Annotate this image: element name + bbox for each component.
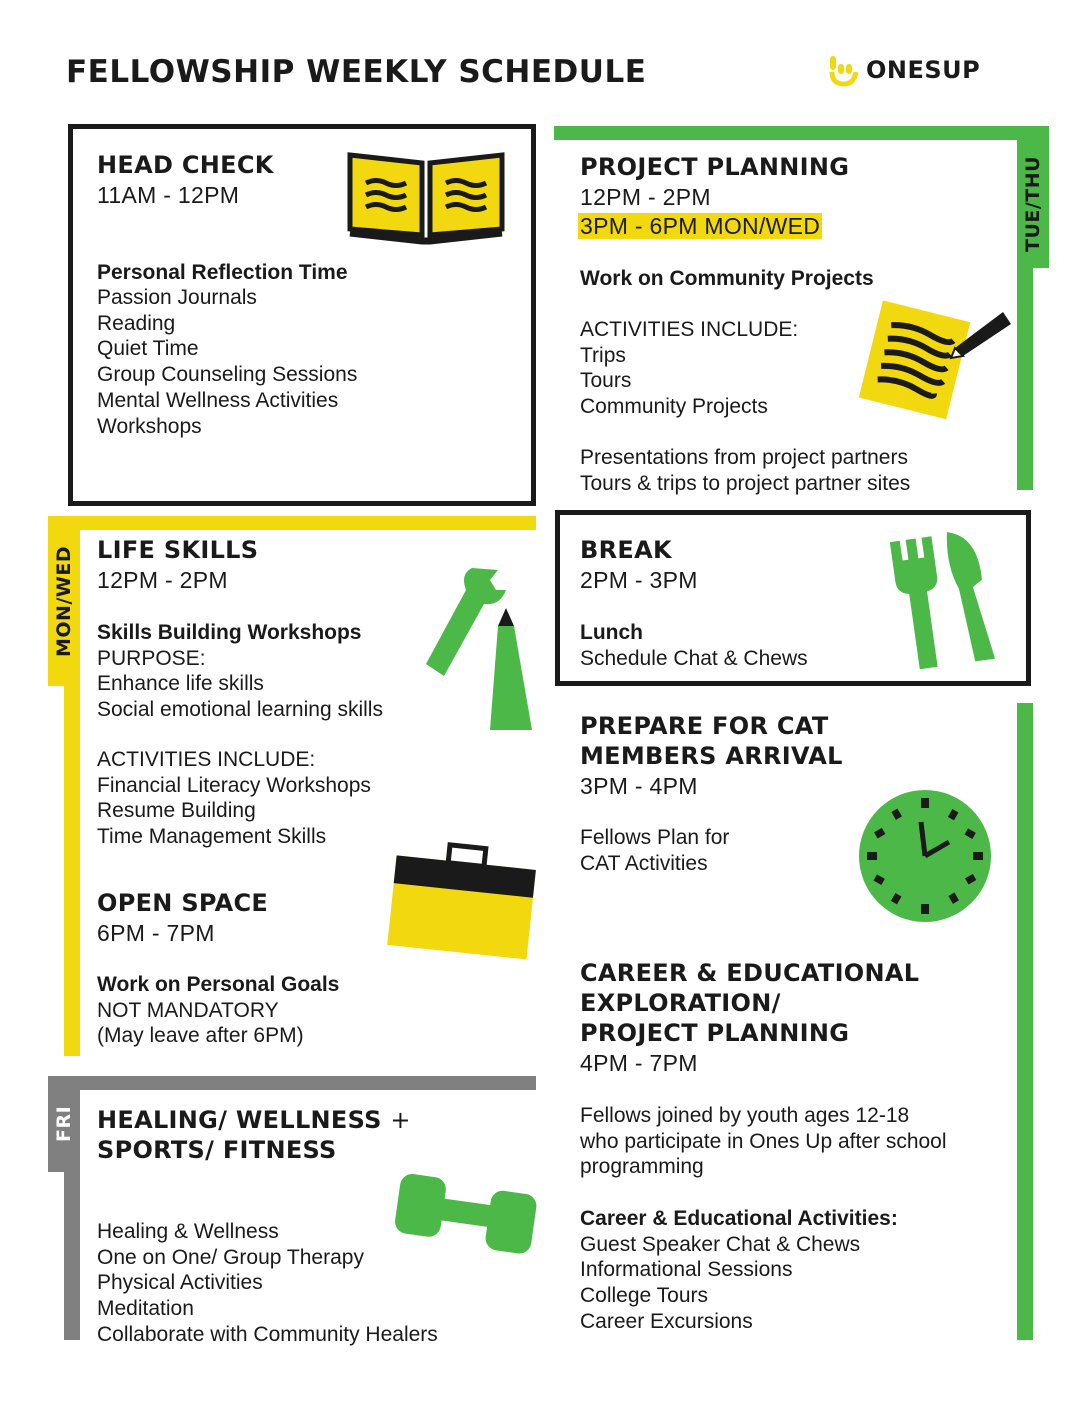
list-item: Tours xyxy=(580,369,632,393)
activities-label: ACTIVITIES INCLUDE: xyxy=(97,748,316,771)
dumbbell-icon xyxy=(392,1172,542,1267)
hand-sign-icon xyxy=(828,52,860,88)
list-item: Guest Speaker Chat & Chews xyxy=(580,1232,861,1256)
prepare-title xyxy=(580,711,843,771)
break-title: BREAK xyxy=(580,536,672,564)
desc-line: Fellows joined by youth ages 12-18 xyxy=(580,1104,910,1127)
tue-thu-tag: TUE/THU xyxy=(1017,140,1049,268)
career-list xyxy=(580,1206,898,1335)
healing-title xyxy=(97,1105,411,1165)
head-check-title: HEAD CHECK xyxy=(97,151,274,179)
list-item: Passion Journals xyxy=(97,286,257,309)
list-item: Time Management Skills xyxy=(97,825,327,849)
activities-label: ACTIVITIES INCLUDE: xyxy=(580,318,799,341)
title-line: EXPLORATION/ xyxy=(580,989,781,1017)
life-skills-activities xyxy=(97,747,371,850)
career-title xyxy=(580,958,919,1048)
open-space-title: OPEN SPACE xyxy=(97,889,269,917)
project-planning-title: PROJECT PLANNING xyxy=(580,153,850,181)
list-item: Healing & Wellness xyxy=(97,1220,279,1243)
project-planning-top-bar xyxy=(554,126,1049,140)
list-item: Enhance life skills xyxy=(97,672,264,696)
afternoon-side-bar xyxy=(1017,703,1033,1340)
list-item: Community Projects xyxy=(580,395,768,419)
list-item: Tours & trips to project partner sites xyxy=(580,471,911,495)
project-planning-list xyxy=(580,317,798,420)
desc-line: programming xyxy=(580,1155,704,1179)
project-planning-subtitle: Work on Community Projects xyxy=(580,267,874,290)
career-desc xyxy=(580,1103,947,1180)
prepare-time: 3PM - 4PM xyxy=(580,773,698,799)
life-skills-top-bar xyxy=(48,516,536,530)
list-item: Presentations from project partners xyxy=(580,446,908,469)
head-check-list xyxy=(97,285,357,439)
open-space-list xyxy=(97,972,339,1049)
break-subtitle: Lunch xyxy=(580,621,643,644)
list-item: College Tours xyxy=(580,1284,709,1308)
life-skills-title: LIFE SKILLS xyxy=(97,536,259,564)
list-item: Resume Building xyxy=(97,799,256,823)
list-item: Workshops xyxy=(97,414,202,438)
break-list xyxy=(580,620,808,671)
healing-list xyxy=(97,1219,438,1348)
list-item: Reading xyxy=(97,311,176,335)
onesup-logo xyxy=(828,52,980,88)
list-item: Financial Literacy Workshops xyxy=(97,773,371,797)
desc-line: who participate in Ones Up after school xyxy=(580,1129,947,1153)
title-plus: + xyxy=(390,1106,411,1134)
fork-knife-icon xyxy=(890,525,1000,670)
list-item: CAT Activities xyxy=(580,851,708,875)
mon-wed-tag: MON/WED xyxy=(48,516,80,686)
list-item: Mental Wellness Activities xyxy=(97,388,339,412)
purpose-label: PURPOSE: xyxy=(97,646,206,670)
list-item: (May leave after 6PM) xyxy=(97,1024,304,1048)
head-check-subtitle: Personal Reflection Time xyxy=(97,261,348,284)
project-planning-time: 12PM - 2PM xyxy=(580,184,711,210)
title-line: MEMBERS ARRIVAL xyxy=(580,742,843,770)
list-item: Schedule Chat & Chews xyxy=(580,646,808,670)
wrench-pencil-icon xyxy=(420,560,540,735)
briefcase-icon xyxy=(378,838,538,968)
list-item: Career Excursions xyxy=(580,1309,753,1333)
title-line: CAREER & EDUCATIONAL xyxy=(580,959,920,987)
list-item: Collaborate with Community Healers xyxy=(97,1322,438,1346)
title-line: HEALING/ WELLNESS xyxy=(97,1106,382,1134)
career-subtitle: Career & Educational Activities: xyxy=(580,1207,898,1230)
career-time: 4PM - 7PM xyxy=(580,1050,698,1076)
life-skills-purpose xyxy=(97,620,383,723)
open-space-subtitle: Work on Personal Goals xyxy=(97,973,340,996)
head-check-time: 11AM - 12PM xyxy=(97,182,240,208)
list-item: Meditation xyxy=(97,1297,194,1321)
list-item: Group Counseling Sessions xyxy=(97,363,358,387)
notepad-pencil-icon xyxy=(855,300,1015,425)
title-line: SPORTS/ FITNESS xyxy=(97,1136,337,1164)
page-title: FELLOWSHIP WEEKLY SCHEDULE xyxy=(66,54,647,90)
project-planning-alt-time: 3PM - 6PM MON/WED xyxy=(580,213,821,239)
project-planning-notes xyxy=(580,445,910,496)
healing-top-bar xyxy=(48,1076,536,1090)
list-item: Informational Sessions xyxy=(580,1258,793,1282)
list-item: NOT MANDATORY xyxy=(97,998,279,1022)
list-item: Physical Activities xyxy=(97,1271,263,1295)
life-skills-time: 12PM - 2PM xyxy=(97,567,228,593)
open-book-icon xyxy=(346,145,506,250)
list-item: Fellows Plan for xyxy=(580,826,730,849)
title-line: PREPARE FOR CAT xyxy=(580,712,829,740)
list-item: One on One/ Group Therapy xyxy=(97,1245,364,1269)
fri-tag: FRI xyxy=(48,1076,80,1172)
list-item: Quiet Time xyxy=(97,337,199,361)
open-space-time: 6PM - 7PM xyxy=(97,920,215,946)
list-item: Trips xyxy=(580,343,626,367)
life-skills-subtitle: Skills Building Workshops xyxy=(97,621,362,644)
logo-wordmark: ONESUP xyxy=(866,56,981,84)
list-item: Social emotional learning skills xyxy=(97,698,383,722)
prepare-list xyxy=(580,825,729,876)
clock-icon xyxy=(857,788,993,924)
break-time: 2PM - 3PM xyxy=(580,567,698,593)
title-line: PROJECT PLANNING xyxy=(580,1019,850,1047)
